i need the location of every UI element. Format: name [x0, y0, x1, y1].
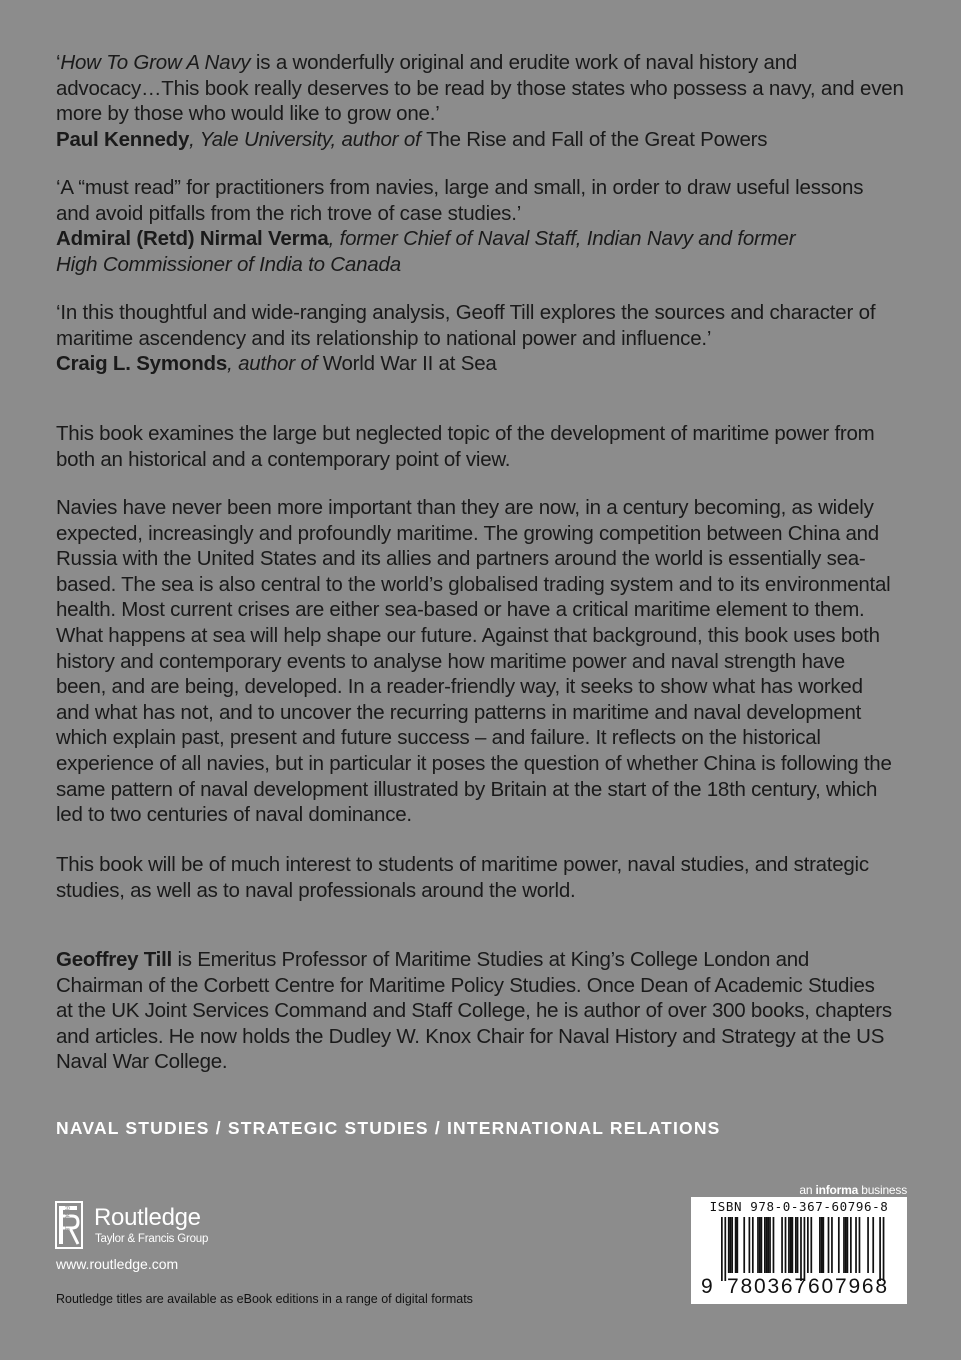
review-text: The Rise and Fall of the Great Powers [426, 127, 768, 151]
description-line: same pattern of naval development illustrated by Britain at the start of the 18th century, which [56, 777, 878, 801]
barcode-bar [810, 1217, 812, 1273]
informa-prefix: an [799, 1183, 816, 1197]
review-text: more by those who would like to grow one.’ [56, 102, 440, 125]
isbn-label: ISBN 978-0-367-60796-8 [709, 1199, 889, 1214]
barcode-bar [766, 1217, 768, 1273]
description-line: both an historical and a contemporary point of view. [56, 447, 511, 471]
barcode-bar [769, 1217, 771, 1273]
informa-suffix: business [858, 1183, 907, 1197]
review-line [56, 76, 906, 102]
barcode-bar [752, 1217, 754, 1273]
barcode-bar [872, 1217, 874, 1273]
author-bio-line: at the UK Joint Services Command and Staff College, he is author of over 300 books, chapters [56, 999, 892, 1023]
publisher-group: Taylor & Francis Group [95, 1233, 209, 1245]
informa-brand: informa [815, 1183, 859, 1197]
review-line [56, 127, 906, 153]
description-line: been, and are being, developed. In a reader-friendly way, it seeks to show what has worked [56, 675, 863, 699]
review-line [56, 326, 906, 352]
informa-tagline [799, 1183, 907, 1197]
barcode-bar [855, 1217, 857, 1273]
barcode-bar [807, 1217, 809, 1273]
description-line: Navies have never been more important than they are now, in a century becoming, as widely [56, 496, 874, 519]
description-line: history and contemporary events to analyse how maritime power and naval strength have [56, 649, 845, 673]
author-bio-line: Chairman of the Corbett Centre for Maritime Policy Studies. Once Dean of Academic Studies [56, 973, 875, 997]
author-bio-line: Naval War College. [56, 1050, 228, 1074]
description-line: and what has not, and to uncover the recurring patterns in maritime and naval development [56, 700, 862, 724]
publisher-name: Routledge [94, 1204, 201, 1231]
barcode-bar [819, 1217, 821, 1273]
review-attribution-name: Paul Kennedy [56, 127, 190, 151]
description-line: experience of all navies, but in particular it poses the question of whether China is following the [56, 751, 892, 775]
barcode-bar [850, 1217, 852, 1273]
barcode-digits-right: 607968 [808, 1275, 889, 1298]
barcode-bar [781, 1217, 783, 1273]
description-line: This book examines the large but neglected topic of the development of maritime power from [56, 422, 875, 445]
barcode-bar [845, 1217, 847, 1273]
review-text: and avoid pitfalls from the rich trove of case studies.’ [56, 201, 522, 225]
barcode-bar [822, 1217, 824, 1273]
review-line [56, 351, 906, 377]
barcode-bar [883, 1217, 885, 1281]
barcode-bar [721, 1217, 723, 1281]
review-text: maritime ascendency and its relationship to national power and influence.’ [56, 326, 712, 350]
barcode-bar [731, 1217, 733, 1273]
description-line: health. Most current crises are either sea-based or have a critical maritime element to them. [56, 598, 865, 622]
barcode-bar [743, 1217, 745, 1273]
barcode-bar [773, 1217, 775, 1273]
routledge-logo [52, 1200, 292, 1252]
barcode-digits-left: 780367 [727, 1275, 808, 1298]
barcode-bar [859, 1217, 861, 1273]
review-quote [56, 50, 906, 152]
barcode-bar [838, 1217, 840, 1273]
barcode-bar [788, 1217, 790, 1273]
isbn-barcode [691, 1197, 907, 1304]
review-line [56, 50, 906, 76]
barcode-bar [867, 1217, 869, 1273]
barcode-bar [792, 1217, 794, 1273]
review-text: ‘ [56, 51, 61, 74]
ebook-note: Routledge titles are available as eBook editions in a range of digital formats [56, 1292, 473, 1306]
barcode-bar [761, 1217, 763, 1273]
barcode-bar [735, 1217, 737, 1273]
barcode-bar [847, 1217, 849, 1273]
author-name: Geoffrey Till [56, 948, 172, 971]
barcode-bar [785, 1217, 787, 1273]
author-bio-line: and articles. He now holds the Dudley W. Knox Chair for Naval History and Strategy at the US [56, 1024, 885, 1048]
barcode-bar [821, 1217, 823, 1273]
barcode-bar [730, 1217, 732, 1273]
description-line: This book will be of much interest to students of maritime power, naval studies, and strategic [56, 853, 869, 876]
review-line [56, 201, 906, 227]
barcode-bar [728, 1217, 730, 1273]
barcode-bar [800, 1217, 802, 1281]
review-attribution-name: Craig L. Symonds [56, 352, 228, 375]
barcode-bar [828, 1217, 830, 1273]
description-paragraph [56, 852, 906, 903]
routledge-mark-text: ROUTLEDGE [63, 1206, 70, 1247]
description-paragraph [56, 495, 906, 828]
review-line [56, 300, 906, 326]
review-text: advocacy…This book really deserves to be read by those states who possess a navy, and even [56, 76, 904, 100]
review-text: How To Grow A Navy [60, 51, 251, 74]
routledge-vertical-text [55, 1204, 69, 1248]
review-text: ‘In this thoughtful and wide-ranging analysis, Geoff Till explores the sources and character of [56, 301, 876, 324]
review-text: is a wonderfully original and erudite work of naval history and [250, 51, 798, 74]
review-text: High Commissioner of India to Canada [56, 252, 401, 276]
publisher-website[interactable]: www.routledge.com [56, 1256, 179, 1272]
barcode-bar [795, 1217, 797, 1273]
description-line: expected, increasingly and profoundly maritime. The growing competition between China and [56, 521, 879, 545]
review-quote [56, 300, 906, 377]
review-attribution-name: Admiral (Retd) Nirmal Verma [56, 227, 329, 250]
barcode-bar [843, 1217, 845, 1273]
description-paragraph [56, 421, 906, 472]
review-text: World War II at Sea [322, 352, 497, 375]
description-line: What happens at sea will help shape our future. Against that background, this book uses both [56, 623, 880, 647]
barcode-bar [790, 1217, 792, 1273]
review-text: , author of [227, 352, 323, 375]
description-line: which explain past, present and future success – and failure. It reflects on the historical [56, 726, 821, 750]
barcode-bar [797, 1217, 799, 1273]
barcode-bar [764, 1217, 766, 1273]
author-bio-first-line-rest: is Emeritus Professor of Maritime Studies at King’s College London and [172, 948, 810, 971]
description-line: Russia with the United States and its allies and partners around the world is essentially sea- [56, 547, 866, 571]
barcode-bar [804, 1217, 806, 1281]
review-text: , former Chief of Naval Staff, Indian Navy and former [328, 227, 796, 250]
description-line: based. The sea is also central to the world’s globalised trading system and to its environmental [56, 572, 891, 596]
review-text: ‘A “must read” for practitioners from navies, large and small, in order to draw useful lessons [56, 176, 864, 199]
barcode-bar [879, 1217, 881, 1281]
barcode-bar [736, 1217, 738, 1273]
review-line [56, 252, 906, 278]
barcode-bar [831, 1217, 833, 1273]
author-bio [56, 947, 906, 1075]
barcode-bar [767, 1217, 769, 1273]
barcode-bar [749, 1217, 751, 1273]
review-line [56, 101, 906, 127]
review-text: , Yale University, author of [189, 127, 427, 151]
barcode-digit-first: 9 [701, 1275, 713, 1298]
review-line [56, 226, 906, 252]
description-line: led to two centuries of naval dominance. [56, 803, 412, 827]
description-line: studies, as well as to naval professionals around the world. [56, 878, 576, 902]
author-bio-first-line [56, 947, 906, 973]
barcode-bar [724, 1217, 726, 1281]
review-line [56, 175, 906, 201]
barcode-bar [759, 1217, 761, 1273]
review-quote [56, 175, 906, 277]
barcode-bar [757, 1217, 759, 1273]
subject-categories: NAVAL STUDIES / STRATEGIC STUDIES / INTERNATIONAL RELATIONS [56, 1118, 721, 1138]
